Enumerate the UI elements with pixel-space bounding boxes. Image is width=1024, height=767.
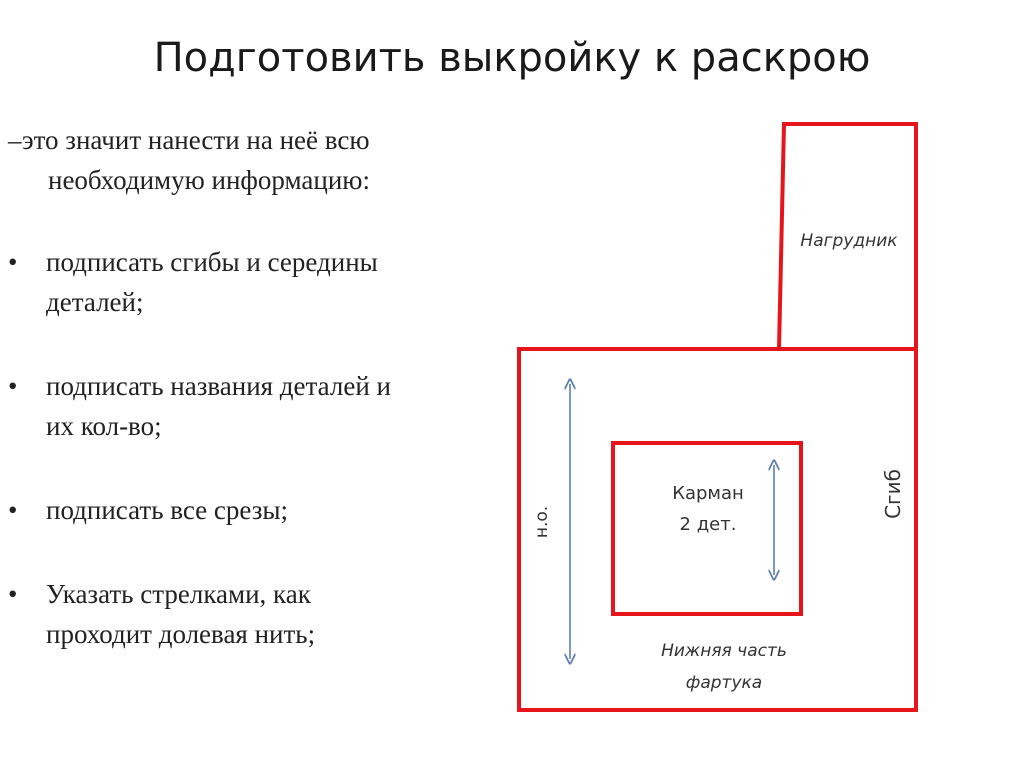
bullet-text: Указать стрелками, как проходит долевая нить; xyxy=(46,579,316,649)
fold-label: Сгиб xyxy=(881,469,905,519)
warp-label: н.о. xyxy=(532,505,552,539)
intro-text: это значит нанести на неё всю необходимую информацию: xyxy=(22,125,370,195)
bullet-marker: • xyxy=(8,371,18,401)
bullet-text: подписать сгибы и середины деталей; xyxy=(46,247,378,317)
lower-apron-label-line2: фартука xyxy=(685,673,763,693)
intro-dash: – xyxy=(8,125,22,155)
bullet-marker: • xyxy=(8,495,18,525)
bullet-text: подписать все срезы; xyxy=(46,495,289,525)
lower-apron-label-line1: Нижняя часть xyxy=(661,641,787,661)
pocket-label-line1: Карман xyxy=(672,483,744,504)
bullet-marker: • xyxy=(8,247,18,277)
pocket-label-line2: 2 дет. xyxy=(679,514,737,535)
slide-title: Подготовить выкройку к раскрою xyxy=(153,35,871,81)
bullet-text: подписать названия деталей и их кол-во; xyxy=(46,371,391,441)
bib-label: Нагрудник xyxy=(800,231,898,251)
bullet-marker: • xyxy=(8,579,18,609)
